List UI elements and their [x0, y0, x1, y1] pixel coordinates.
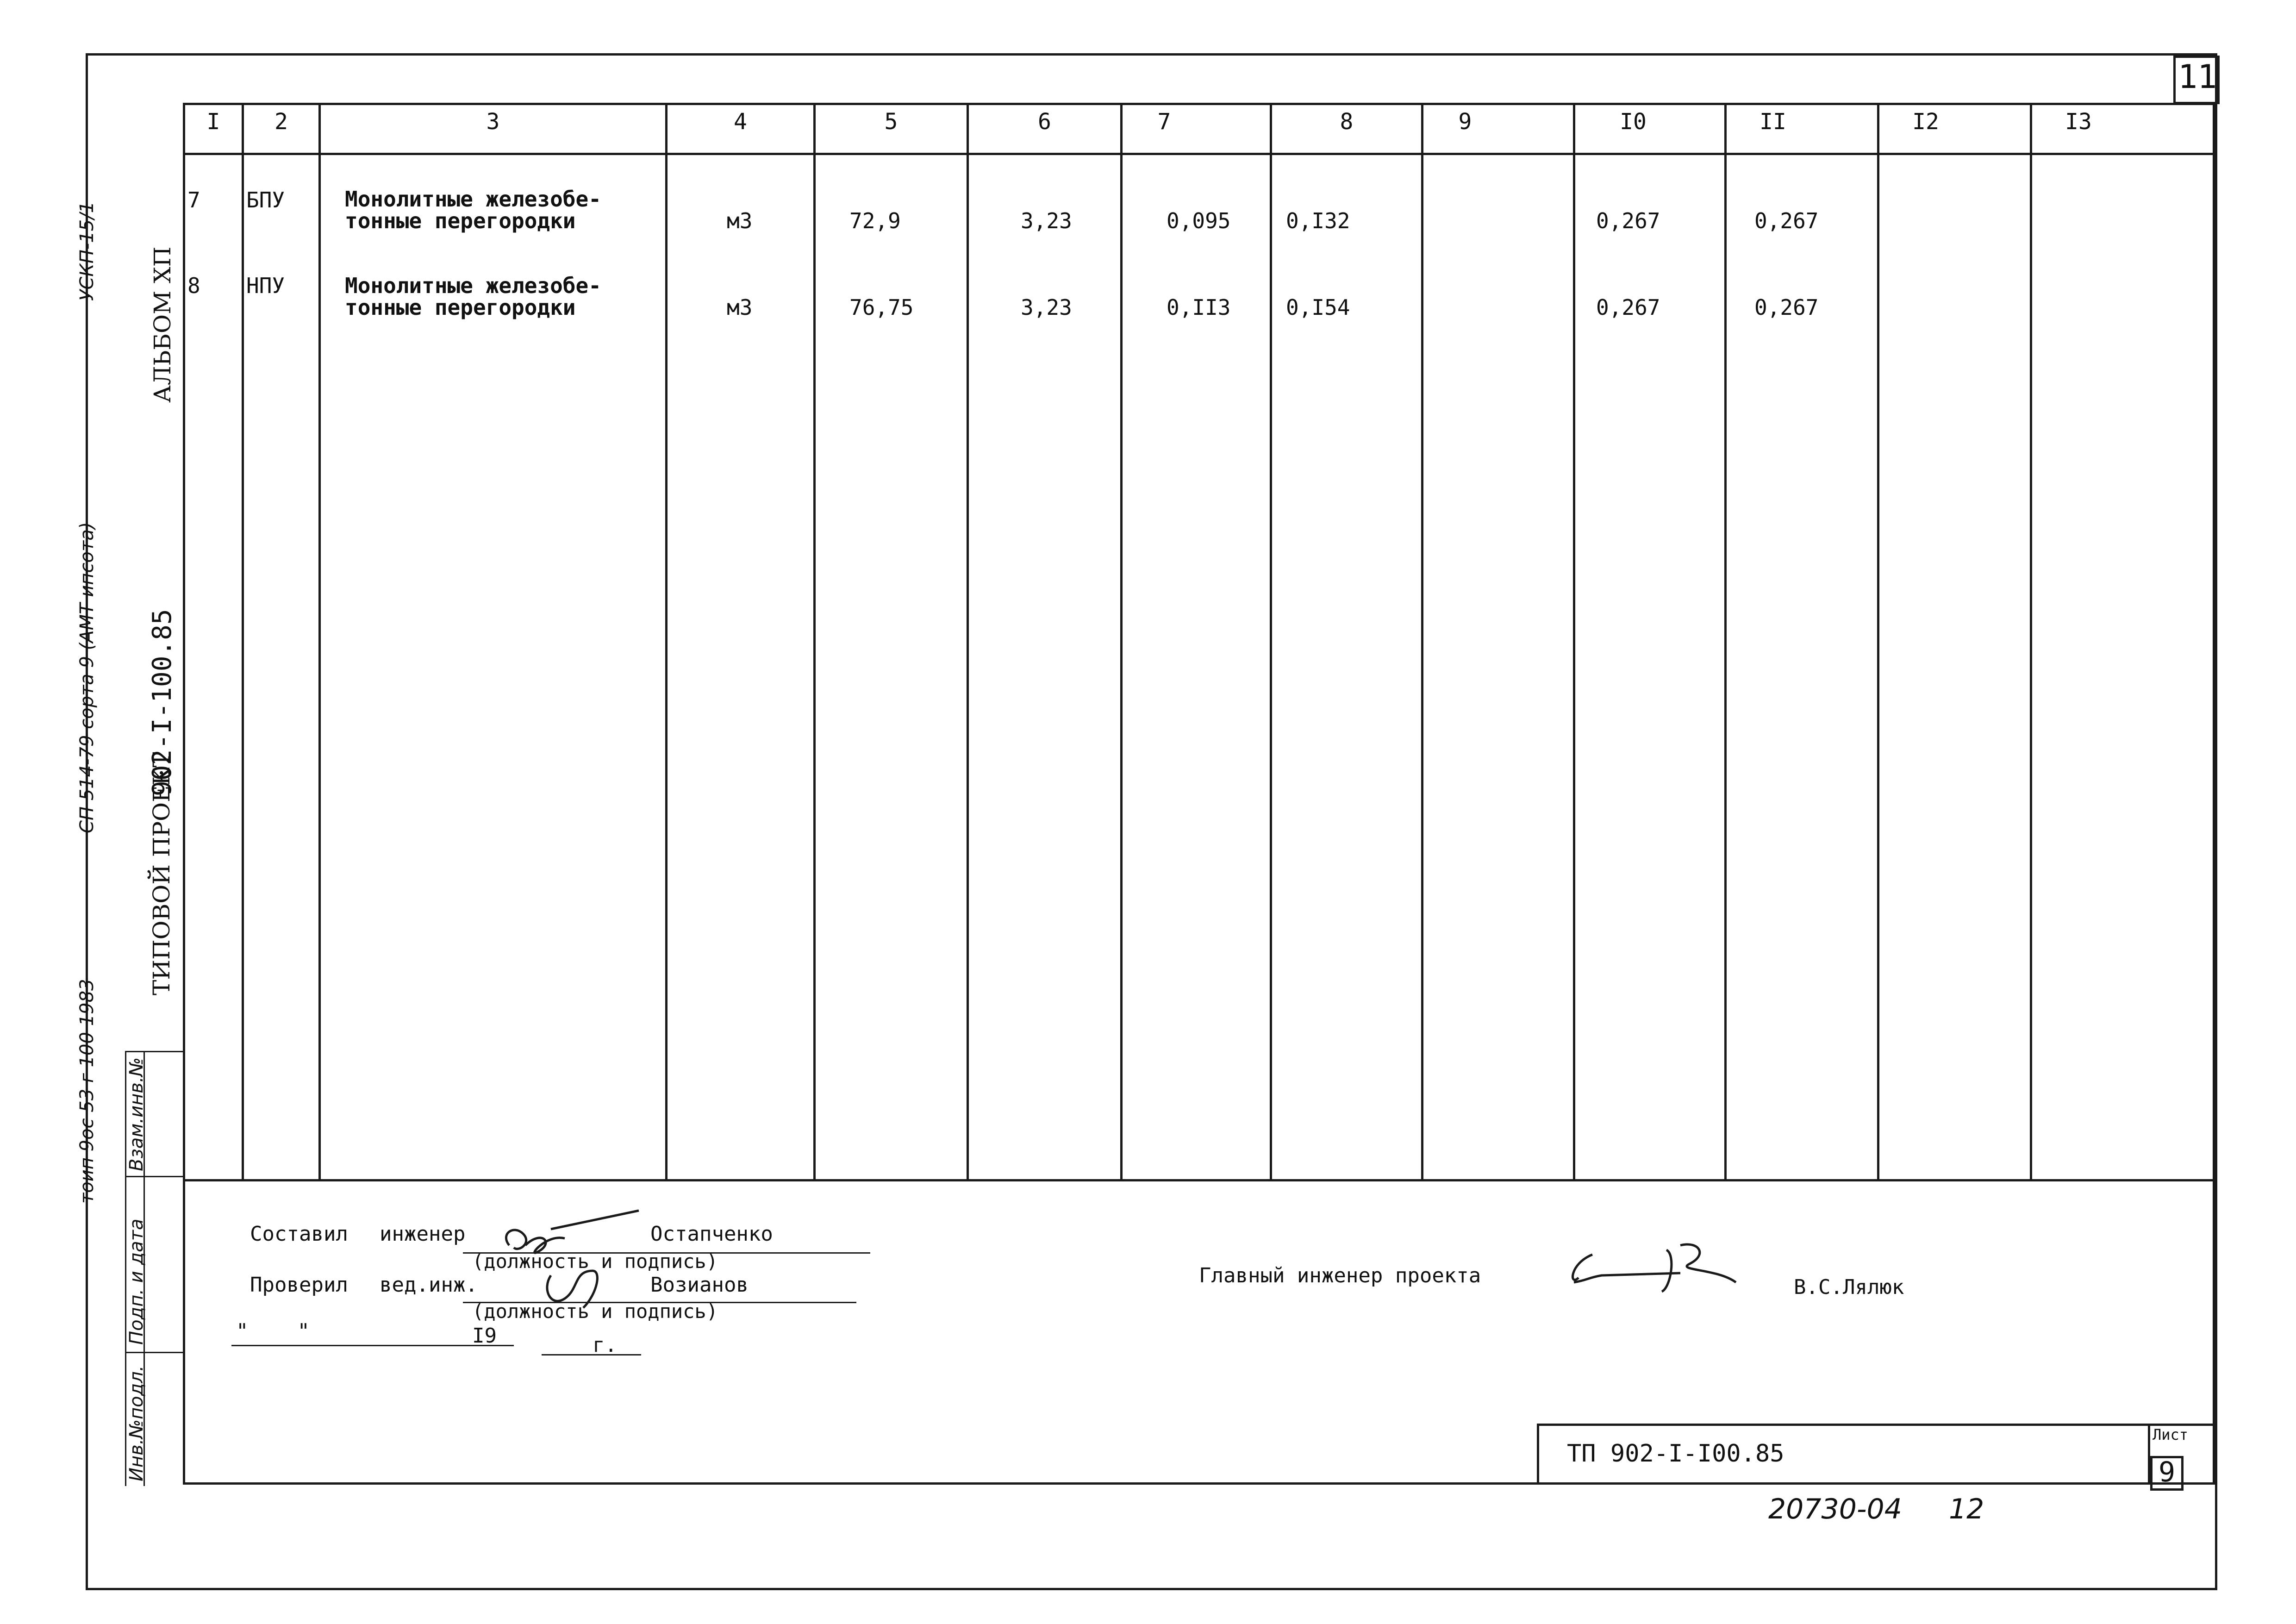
- date-year: I9: [472, 1324, 497, 1348]
- col-sep: [318, 103, 321, 1181]
- date-suffix: г.: [593, 1333, 617, 1357]
- project-type-label: ТИПОВОЙ ПРОЕКТ: [148, 752, 175, 995]
- col-header-11: II: [1759, 109, 1786, 135]
- title-designation: ТП 902-I-I00.85: [1567, 1440, 1784, 1468]
- row-number: 7: [187, 187, 200, 212]
- col-header-8: 8: [1340, 109, 1354, 135]
- row-value-10: 0,267: [1596, 208, 1660, 233]
- date-day-line: [231, 1345, 514, 1346]
- compiled-role: инженер: [380, 1222, 466, 1246]
- col-header-3: 3: [486, 109, 500, 135]
- footer-page: 12: [1949, 1493, 1984, 1525]
- col-header-5: 5: [884, 109, 898, 135]
- date-quotes: " ": [236, 1319, 310, 1343]
- handwritten-note-low: тоип 9ос 53 г 100 1983: [76, 979, 98, 1204]
- header-row-divider: [183, 153, 2215, 155]
- col-sep: [1877, 103, 1879, 1181]
- compiled-name: Остапченко: [650, 1222, 773, 1246]
- checked-label: Проверил: [250, 1273, 348, 1297]
- sheet-corner-number: 11: [2178, 58, 2217, 96]
- row-value-7: 0,095: [1167, 208, 1231, 233]
- stamp-replaced-inv: Взам.инв.№: [126, 1057, 147, 1171]
- chief-engineer-name: В.С.Лялюк: [1794, 1275, 1904, 1299]
- col-header-4: 4: [734, 109, 747, 135]
- col-header-12: I2: [1912, 109, 1939, 135]
- col-sep: [665, 103, 668, 1181]
- position-caption-1: (должность и подпись): [472, 1250, 718, 1273]
- row-name-line1: Монолитные железобе-: [345, 187, 601, 212]
- col-sep: [2030, 103, 2032, 1181]
- row-code: НПУ: [246, 273, 285, 298]
- sheet-label: Лист: [2152, 1426, 2189, 1443]
- col-sep: [1724, 103, 1727, 1181]
- row-value-8: 0,I54: [1286, 295, 1350, 320]
- chief-engineer-signature: [1560, 1227, 1754, 1305]
- col-header-6: 6: [1038, 109, 1051, 135]
- row-value-10: 0,267: [1596, 295, 1660, 320]
- col-sep: [242, 103, 244, 1181]
- row-value-5: 76,75: [849, 295, 914, 320]
- row-value-6: 3,23: [1021, 208, 1072, 233]
- row-value-8: 0,I32: [1286, 208, 1350, 233]
- position-caption-2: (должность и подпись): [472, 1300, 718, 1323]
- col-sep: [967, 103, 969, 1181]
- row-code: БПУ: [246, 187, 285, 212]
- footer-code: 20730-04: [1768, 1493, 1902, 1525]
- row-unit: м3: [727, 208, 753, 233]
- handwritten-note-top: УСКП-15/1: [76, 201, 98, 301]
- col-header-9: 9: [1458, 109, 1472, 135]
- date-year-line: [542, 1354, 641, 1355]
- checked-role: вед.инж.: [380, 1273, 478, 1297]
- sheet-number: 9: [2158, 1456, 2176, 1488]
- row-name-line1: Монолитные железобе-: [345, 273, 601, 298]
- col-sep: [1120, 103, 1123, 1181]
- row-value-7: 0,II3: [1167, 295, 1231, 320]
- stamp-divider: [125, 1352, 183, 1353]
- stamp-divider: [125, 1176, 183, 1177]
- title-block-left: [1537, 1424, 1539, 1485]
- title-block-top: [1537, 1424, 2215, 1426]
- col-sep: [813, 103, 816, 1181]
- row-name-line2: тонные перегородки: [345, 295, 576, 320]
- project-number-vertical: 902-I-100.85: [147, 609, 177, 796]
- signature-area-divider: [183, 1179, 2215, 1181]
- col-header-13: I3: [2065, 109, 2092, 135]
- chief-engineer-label: Главный инженер проекта: [1199, 1264, 1481, 1287]
- col-header-10: I0: [1620, 109, 1647, 135]
- row-value-6: 3,23: [1021, 295, 1072, 320]
- compiled-label: Составил: [250, 1222, 348, 1246]
- row-name-line2: тонные перегородки: [345, 208, 576, 233]
- row-unit: м3: [727, 295, 753, 320]
- col-header-1: I: [206, 109, 220, 135]
- col-sep: [1270, 103, 1272, 1181]
- col-header-7: 7: [1157, 109, 1171, 135]
- stamp-sign-date: Подп. и дата: [126, 1218, 147, 1345]
- row-number: 8: [187, 273, 200, 298]
- album-label: АЛЬБОМ ХП: [149, 246, 176, 403]
- col-header-2: 2: [275, 109, 288, 135]
- compiler-signature: [481, 1201, 648, 1322]
- row-value-11: 0,267: [1754, 295, 1819, 320]
- stamp-top-line: [125, 1051, 183, 1052]
- handwritten-note-mid: СП 514-79 сорта 9 (АМТ ипсота): [76, 522, 98, 833]
- row-value-5: 72,9: [849, 208, 901, 233]
- stamp-inv-number: Инв.№подл.: [126, 1365, 147, 1481]
- col-sep: [1573, 103, 1575, 1181]
- col-sep: [1421, 103, 1423, 1181]
- row-value-11: 0,267: [1754, 208, 1819, 233]
- checked-name: Возианов: [650, 1273, 749, 1297]
